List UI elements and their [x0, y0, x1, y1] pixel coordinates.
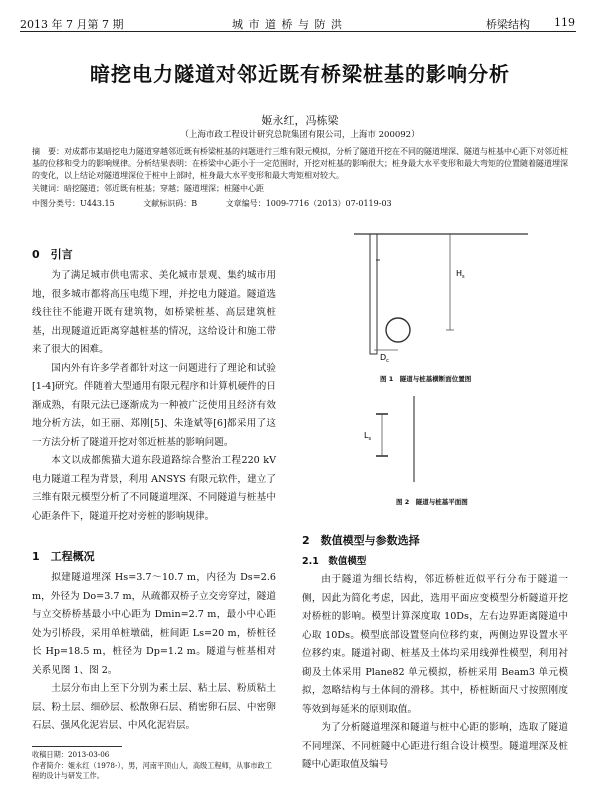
- section-heading-intro: 0 引言: [32, 248, 73, 261]
- intro-paragraph: 为了满足城市供电需求、美化城市景观、集约城市用地，很多城市都将高压电缆下埋，并挖电力隧道。隧道选线往往不能避开既有建筑物，如桥梁桩基、高层建筑桩基，出现隧道近距离穿越桩基的情况，这给设计和施工带来了很大的困难。: [32, 270, 276, 355]
- authors: 姬永红，冯栋梁: [261, 114, 339, 127]
- figure2-plan-view: [346, 392, 536, 487]
- keywords: 关键词：暗挖隧道；邻近既有桩基；穿越；隧道埋深；桩隧中心距: [32, 184, 264, 193]
- figure1-caption: 图 1 隧道与桩基横断面位置图: [380, 375, 472, 383]
- header-rule: [20, 31, 576, 32]
- page-number: 119: [554, 16, 575, 29]
- intro-body: [32, 267, 276, 526]
- document-code: 文献标识码：B: [143, 199, 198, 208]
- model-paragraph: 由于隧道为细长结构，邻近桥桩近似平行分布于隧道一侧，因此为简化考虑，因此，选用平面应变模型分析隧道开挖对桥桩的影响。模型计算深度取 10Ds，左右边界距离隧道中心取 10Ds。模型底部设置竖向位移约束，两侧边界设置水平位移约束。隧道衬砌、桩基及土体均采用线弹性模型，利用衬砌及土体采用 Plane82 单元模拟，桥桩采用 Beam3 单元模拟，忽略结构与土体间的滑移。其中，桥桩断面尺寸按照刚度等效到每延米的原则取值。: [302, 574, 568, 715]
- figure1-cross-section: [346, 226, 536, 368]
- clc-number: 中图分类号：U443.15: [32, 199, 115, 208]
- intro-paragraph: 国内外有许多学者都针对这一问题进行了理论和试验[1-4]研究。伴随着大型通用有限元程序和计算机硬件的日渐成熟，有限元法已逐渐成为一种被广泛使用且经济有效地分析方法，如王丽、郑刚[5]、朱逢斌等[6]都采用了这一方法分析了隧道开挖对邻近桩基的影响问题。: [32, 362, 276, 448]
- article-number: 文章编号：1009-7716（2013）07-0119-03: [225, 199, 392, 208]
- overview-paragraph: 拟建隧道埋深 Hs=3.7～10.7 m，内径为 Ds=2.6 m，外径为 Do=3.7 m，从疏都双桥子立交旁穿过，隧道与立交桥桥基最小中心距为 Dmin=2.7 m，最小中心距处为引桥段，采用单桩墩础，桩间距 Ls=20 m，桥桩径长 Hp=18.5 m，桩径为 Dp=1.2 m。隧道与桩基相对关系见图 1、图 2。: [32, 572, 276, 676]
- classification-line: [32, 198, 568, 209]
- intro-paragraph: 本文以成都熊猫大道东段道路综合整治工程220 kV 电力隧道工程为背景，利用 ANSYS 有限元软件，建立了三维有限元模型分析了不同隧道埋深、不同隧道与桩基中心距条件下，隧道开挖对旁桩的影响规律。: [32, 455, 276, 522]
- journal-name: 城 市 道 桥 与 防 洪: [232, 18, 343, 31]
- footnote-received: 收稿日期：2013-03-06: [32, 750, 110, 759]
- overview-body: [32, 569, 276, 736]
- affiliation: （上海市政工程设计研究总院集团有限公司，上海市 200092）: [180, 130, 420, 140]
- label-dc: $D_c$: [380, 353, 389, 364]
- model-body: [302, 571, 568, 775]
- issue-info: 2013 年 7 月第 7 期: [20, 18, 124, 31]
- model-paragraph: 为了分析隧道埋深和隧道与桩中心距的影响，选取了隧道不同埋深、不同桩隧中心距进行组合设计模型。隧道埋深及桩隧中心距取值及编号: [302, 722, 568, 770]
- footnote-author-bio: 作者简介：姬永红（1978-），男，河南平顶山人，高级工程师，从事市政工程的设计与研发工作。: [32, 761, 272, 780]
- overview-paragraph: 土层分布由上至下分别为素土层、粘土层、粉质粘土层、粉土层、细砂层、松散卵石层、稍密卵石层、中密卵石层、强风化泥岩层、中风化泥岩层。: [32, 683, 276, 731]
- label-ls: $L_s$: [364, 431, 372, 442]
- section-heading-overview: 1 工程概况: [32, 550, 95, 563]
- paper-title: 暗挖电力隧道对邻近既有桥梁桩基的影响分析: [90, 62, 510, 86]
- subsection-heading-model: 2.1 数值模型: [302, 556, 367, 567]
- section-heading-model: 2 数值模型与参数选择: [302, 534, 420, 547]
- abstract: 摘 要：对成都市某暗挖电力隧道穿越邻近既有桥梁桩基的问题进行三维有限元模拟，分析了隧道开挖在不同的隧道埋深、隧道与桩基中心距下对邻近桩基的位移和受力的影响规律。分析结果表明：在桥梁中心距小于一定范围时，开挖对桩基的影响很大；桩身最大水平变形和最大弯矩的位置随着隧道埋深的变化，以上结论对隧道埋深位于桩中上部时，桩身最大水平变形和最大弯矩相对较大。: [32, 147, 568, 180]
- label-hs: $H_s$: [456, 269, 465, 280]
- footnote-rule: [32, 746, 122, 747]
- tunnel-outline: [386, 318, 410, 342]
- pile: [370, 234, 377, 354]
- figure2-caption: 图 2 隧道与桩基平面图: [396, 498, 468, 506]
- section-name: 桥梁结构: [486, 18, 530, 31]
